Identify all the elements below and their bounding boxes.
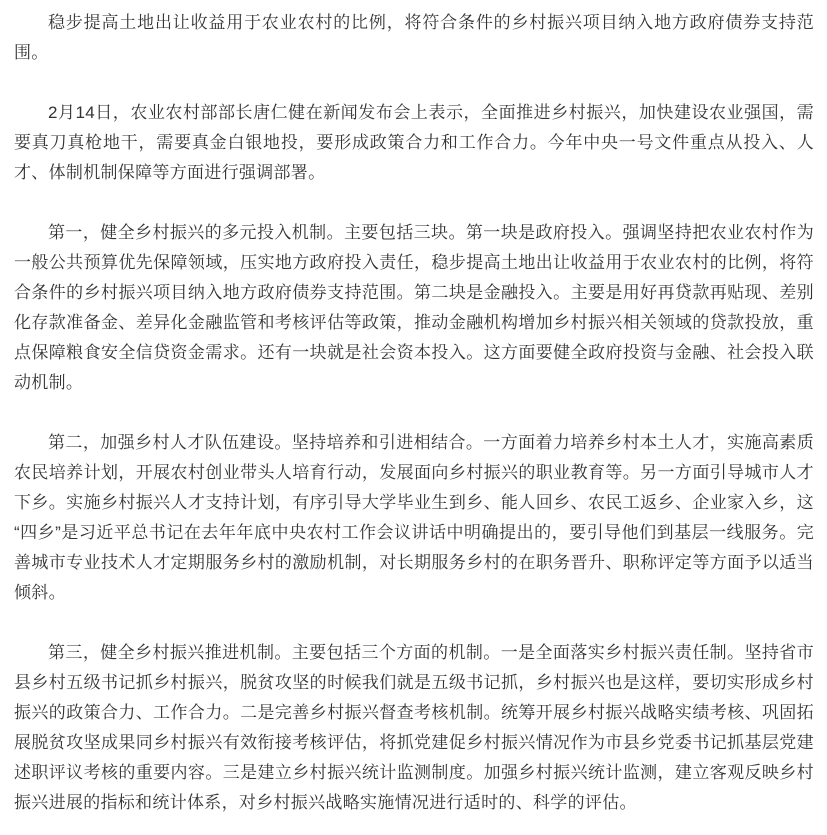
paragraph-point-3-promotion-mechanism: 第三，健全乡村振兴推进机制。主要包括三个方面的机制。一是全面落实乡村振兴责任制。坚持省市县乡村五级书记抓乡村振兴，脱贫攻坚的时候我们就是五级书记抓，乡村振兴也是这样，要切实形成乡村振兴的政策合力、工作合力。二是完善乡村振兴督查考核机制。统筹开展乡村振兴战略实绩考核、巩固拓展脱贫攻坚成果同乡村振兴有效衔接考核评估，将抓党建促乡村振兴情况作为市县乡党委书记抓基层党建述职评议考核的重要内容。三是建立乡村振兴统计监测制度。加强乡村振兴统计监测，建立客观反映乡村振兴进展的指标和统计体系，对乡村振兴战略实施情况进行适时的、科学的评估。 [14, 643, 814, 812]
paragraph-point-1-investment-mechanism: 第一，健全乡村振兴的多元投入机制。主要包括三块。第一块是政府投入。强调坚持把农业农村作为一般公共预算优先保障领域，压实地方政府投入责任，稳步提高土地出让收益用于农业农村的比例，将符合条件的乡村振兴项目纳入地方政府债券支持范围。第二块是金融投入。主要是用好再贷款再贴现、差别化存款准备金、差异化金融监管和考核评估等政策，推动金融机构增加乡村振兴相关领域的贷款投放，重点保障粮食安全信贷资金需求。还有一块就是社会资本投入。这方面要健全政府投资与金融、社会投入联动机制。 [14, 223, 814, 392]
paragraph-press-conference: 2月14日，农业农村部部长唐仁健在新闻发布会上表示，全面推进乡村振兴，加快建设农业强国，需要真刀真枪地干，需要真金白银地投，要形成政策合力和工作合力。今年中央一号文件重点从投入、人才、体制机制保障等方面进行强调部署。 [14, 103, 814, 182]
paragraph-point-2-talent-team: 第二，加强乡村人才队伍建设。坚持培养和引进相结合。一方面着力培养乡村本土人才，实施高素质农民培养计划，开展农村创业带头人培育行动，发展面向乡村振兴的职业教育等。另一方面引导城市人才下乡。实施乡村振兴人才支持计划，有序引导大学毕业生到乡、能人回乡、农民工返乡、企业家入乡，这“四乡”是习近平总书记在去年年底中央农村工作会议讲话中明确提出的，要引导他们到基层一线服务。完善城市专业技术人才定期服务乡村的激励机制，对长期服务乡村的在职务晋升、职称评定等方面予以适当倾斜。 [14, 433, 814, 602]
paragraph-intro: 稳步提高土地出让收益用于农业农村的比例，将符合条件的乡村振兴项目纳入地方政府债券支持范围。 [14, 13, 814, 62]
